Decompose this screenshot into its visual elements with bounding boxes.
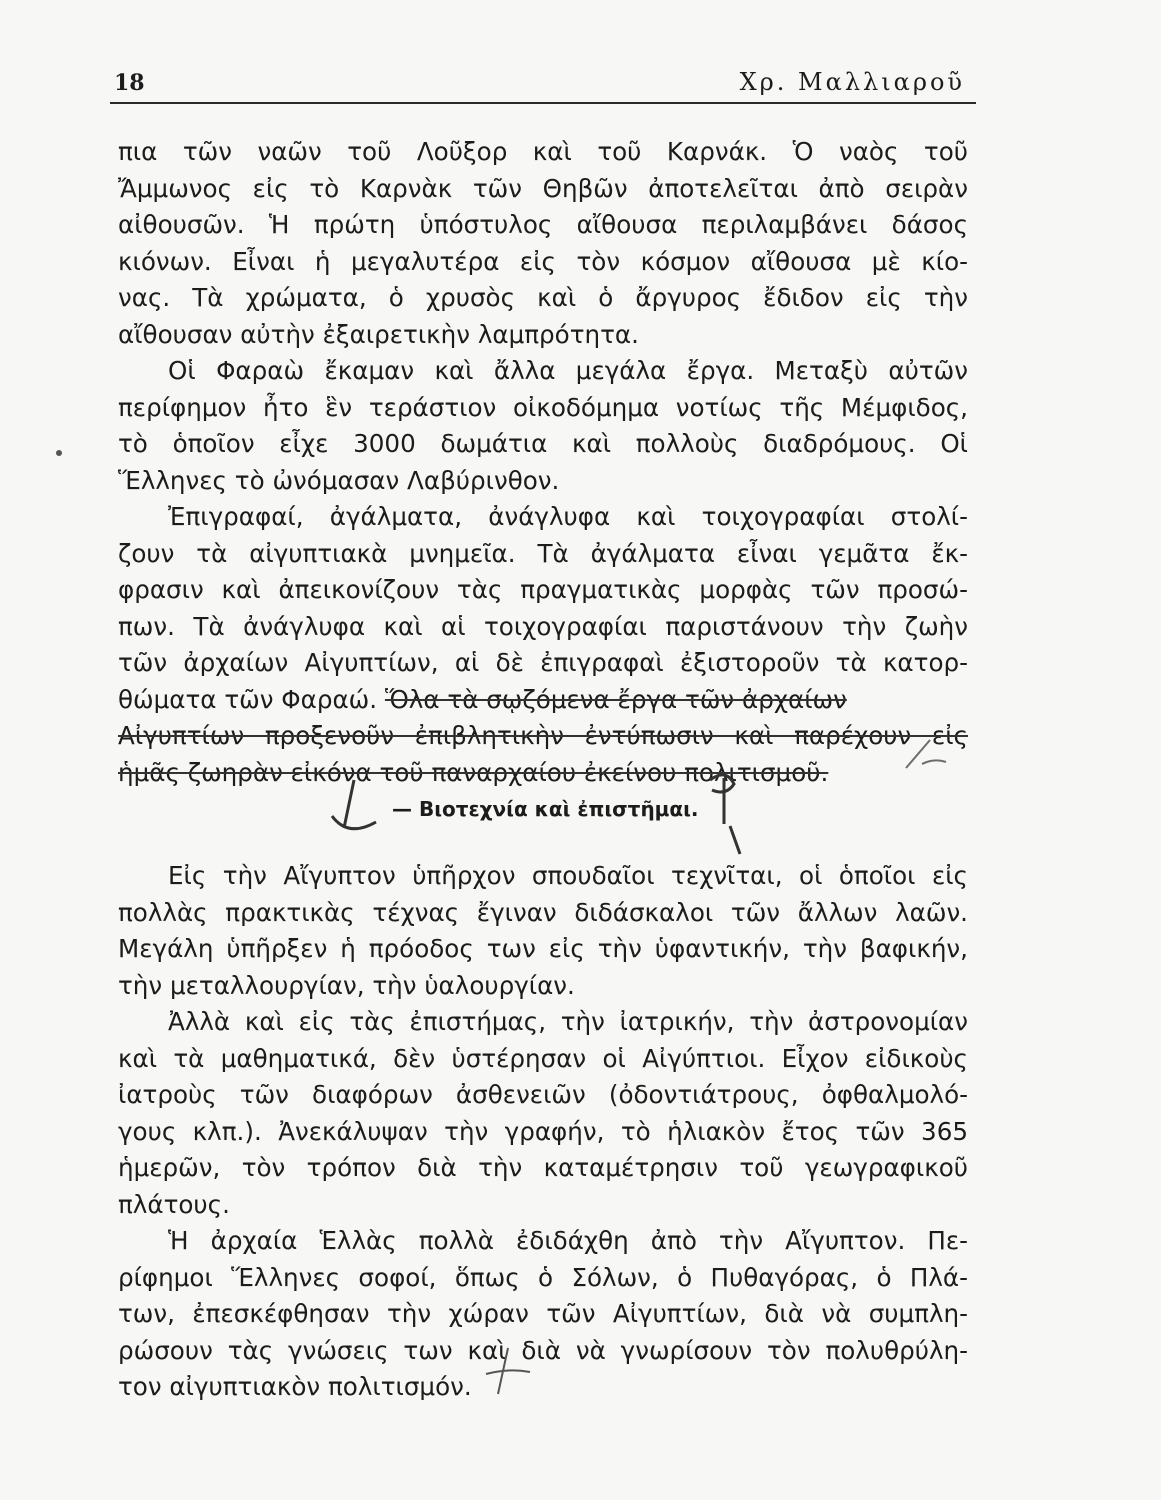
text-line: ρώσουν τὰς γνώσεις των καὶ διὰ νὰ γνωρίσουν τὸν πολυθρύλη- bbox=[118, 1335, 968, 1365]
text-line: Ἐπιγραφαί, ἀγάλματα, ἀνάγλυφα καὶ τοιχογραφίαι στολί- bbox=[168, 502, 968, 531]
text-line: αἴθουσαν αὐτὴν ἐξαιρετικὴν λαμπρότητα. bbox=[118, 319, 639, 349]
margin-dot bbox=[56, 450, 62, 456]
text-line: ἰατροὺς τῶν διαφόρων ἀσθενειῶν (ὀδοντιάτρους, ὀφθαλμολό- bbox=[118, 1080, 968, 1109]
text-line: αἰθουσῶν. Ἡ πρώτη ὑπόστυλος αἴθουσα περιλαμβάνει δάσος bbox=[118, 210, 968, 239]
text-line: Ἡ ἀρχαία Ἑλλὰς πολλὰ ἐδιδάχθη ἀπὸ τὴν Αἴγυπτον. Πε- bbox=[168, 1226, 968, 1255]
text-line: καὶ τὰ μαθηματικά, δὲν ὑστέρησαν οἱ Αἰγύπτιοι. Εἶχον εἰδικοὺς bbox=[118, 1043, 968, 1073]
body-text-bottom bbox=[118, 858, 968, 1406]
pencil-end-mark bbox=[478, 1340, 538, 1400]
text-line: πων. Τὰ ἀνάγλυφα καὶ αἱ τοιχογραφίαι παριστάνουν τὴν ζωὴν bbox=[118, 611, 968, 641]
text-line: τον αἰγυπτιακὸν πολιτισμόν. bbox=[118, 1372, 472, 1401]
struck-text-line: Αἰγυπτίων προξενοῦν ἐπιβλητικὴν ἐντύπωσιν καὶ παρέχουν εἰς bbox=[118, 721, 968, 750]
text-line: πλάτους. bbox=[118, 1189, 230, 1219]
handwritten-9-mark bbox=[700, 770, 750, 860]
page-number: 18 bbox=[114, 70, 145, 96]
text-line: Εἰς τὴν Αἴγυπτον ὑπῆρχον σπουδαῖοι τεχνῖται, οἱ ὁποῖοι εἰς bbox=[168, 861, 968, 890]
text-line: φρασιν καὶ ἀπεικονίζουν τὰς πραγματικὰς μορφὰς τῶν προσώ- bbox=[118, 575, 968, 604]
text-line bbox=[118, 682, 968, 719]
text-line: Ἄμμωνος εἰς τὸ Καρνὰκ τῶν Θηβῶν ἀποτελεῖται ἀπὸ σειρὰν bbox=[118, 173, 968, 203]
text-line: γους κλπ.). Ἀνεκάλυψαν τὴν γραφήν, τὸ ἡλιακὸν ἔτος τῶν 365 bbox=[118, 1116, 968, 1146]
struck-text: Ὅλα τὰ σῳζόμενα ἔργα τῶν ἀρχαίων bbox=[384, 684, 847, 714]
running-title: Χρ. Μαλλιαροῦ bbox=[739, 68, 965, 96]
struck-text-line: ἡμᾶς ζωηρὰν εἰκόνα τοῦ παναρχαίου ἐκείνου πολιτισμοῦ. bbox=[118, 757, 829, 787]
text-line: πολλὰς πρακτικὰς τέχνας ἔγιναν διδάσκαλοι τῶν ἄλλων λαῶν. bbox=[118, 897, 968, 927]
text-line: ρίφημοι Ἕλληνες σοφοί, ὅπως ὁ Σόλων, ὁ Πυθαγόρας, ὁ Πλά- bbox=[118, 1262, 968, 1292]
text-line: νας. Τὰ χρώματα, ὁ χρυσὸς καὶ ὁ ἄργυρος ἔδιδον εἰς τὴν bbox=[118, 283, 968, 312]
handwritten-4-mark bbox=[326, 776, 386, 846]
text-line: κιόνων. Εἶναι ἡ μεγαλυτέρα εἰς τὸν κόσμον αἴθουσα μὲ κίο- bbox=[118, 246, 968, 276]
text-line: ἡμερῶν, τὸν τρόπον διὰ τὴν καταμέτρησιν τοῦ γεωγραφικοῦ bbox=[118, 1153, 968, 1182]
text-fragment: θώματα τῶν Φαραώ. bbox=[118, 684, 378, 714]
pencil-check-mark bbox=[900, 728, 960, 778]
text-line: πια τῶν ναῶν τοῦ Λοῦξορ καὶ τοῦ Καρνάκ. Ὁ ναὸς τοῦ bbox=[118, 137, 968, 166]
text-line: Ἕλληνες τὸ ὠνόμασαν Λαβύρινθον. bbox=[118, 465, 560, 495]
text-line: των, ἐπεσκέφθησαν τὴν χώραν τῶν Αἰγυπτίων, διὰ νὰ συμπλη- bbox=[118, 1299, 968, 1328]
body-text-top bbox=[118, 134, 968, 791]
text-line: Οἱ Φαραὼ ἔκαμαν καὶ ἄλλα μεγάλα ἔργα. Μεταξὺ αὐτῶν bbox=[168, 356, 968, 385]
header-rule bbox=[110, 102, 976, 104]
text-line: τὸ ὁποῖον εἶχε 3000 δωμάτια καὶ πολλοὺς διαδρόμους. Οἱ bbox=[118, 429, 968, 458]
text-line: Ἀλλὰ καὶ εἰς τὰς ἐπιστήμας, τὴν ἰατρικήν, τὴν ἀστρονομίαν bbox=[168, 1007, 968, 1036]
text-line: τῶν ἀρχαίων Αἰγυπτίων, αἱ δὲ ἐπιγραφαὶ ἐξιστοροῦν τὰ κατορ- bbox=[118, 648, 968, 677]
text-line: Μεγάλη ὑπῆρξεν ἡ πρόοδος των εἰς τὴν ὑφαντικήν, τὴν βαφικήν, bbox=[118, 934, 968, 963]
text-line: τὴν μεταλλουργίαν, τὴν ὑαλουργίαν. bbox=[118, 970, 575, 1000]
text-line: περίφημον ἦτο ἓν τεράστιον οἰκοδόμημα νοτίως τῆς Μέμφιδος, bbox=[118, 392, 968, 422]
section-heading: — Βιοτεχνία καὶ ἐπιστῆμαι. bbox=[392, 797, 699, 821]
text-line: ζουν τὰ αἰγυπτιακὰ μνημεῖα. Τὰ ἀγάλματα εἶναι γεμᾶτα ἔκ- bbox=[118, 538, 968, 568]
